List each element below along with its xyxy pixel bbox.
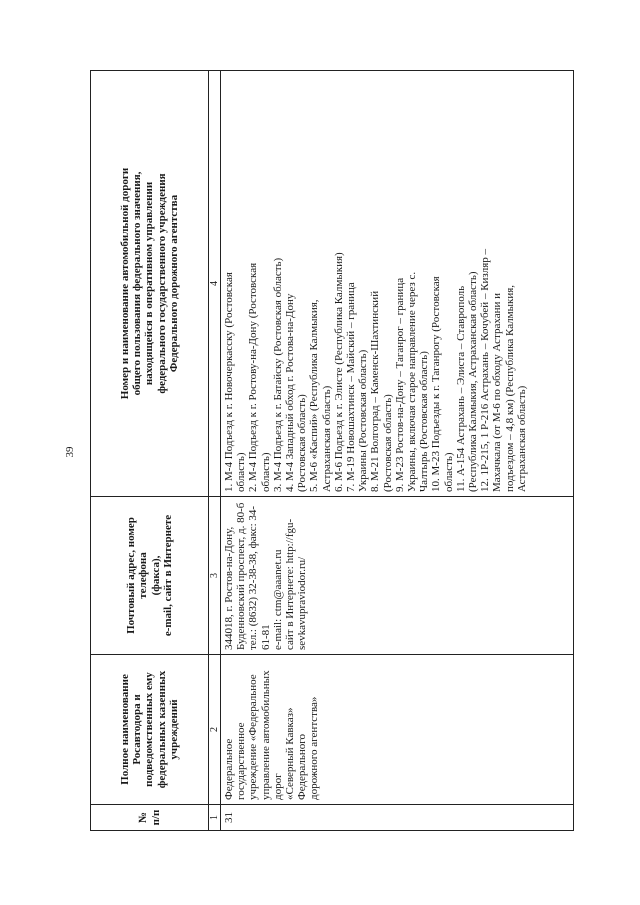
table-row: [221, 71, 574, 831]
road-item: 5. М-6 «Каспий» (Республика Калмыкия, Астраханская область): [308, 299, 333, 492]
agency-name: Федеральное государственное учреждение «Федеральное управление автомобильных дорог «Северный Кавказ» Федерального дорожного агентства»: [221, 655, 574, 805]
road-item: 8. М-21 Волгоград – Каменск-Шахтинский (Ростовская область): [369, 290, 394, 492]
column-index: 3: [209, 497, 221, 655]
road-item: 1. М-4 Подъезд к г. Новочеркасску (Ростовская область): [223, 272, 248, 492]
agency-address: 344018, г. Ростов-на-Дону, Буденновский проспект, д. 80-б тел.: (8632) 32-38-38, факс: 34-61-81 e-mail: ctm@aaanet.ru сайт в Интернете: http://fgu- sevkavupraviodor.ru/: [221, 497, 574, 655]
road-list-cell: [221, 71, 574, 497]
header-name: Полное наименование Росавтодора и подведомственных ему федеральных казенных учреждений: [91, 655, 209, 805]
road-item: 11. А-154 Астрахань – Элиста – Ставрополь (Республика Калмыкия, Астраханская область): [454, 271, 480, 492]
column-index: 4: [209, 71, 221, 497]
row-number: 31: [221, 805, 574, 831]
road-item: 7. М-19 Новошахтинск – Майский – граница Украины (Ростовская область): [345, 282, 370, 492]
column-index: 1: [209, 805, 221, 831]
road-item: 10. М-23 Подъезды к г. Таганрогу (Ростовская область): [430, 276, 455, 492]
rotated-table-container: [90, 71, 574, 831]
page-number: 39: [64, 446, 76, 458]
road-item: 9. М-23 Ростов-на-Дону – Таганрог – граница Украины, включая старое направление через с. Чалтырь (Ростовская область): [393, 271, 431, 492]
road-item: 4. М-4 Западный обход г. Ростова-на-Дону (Ростовская область): [284, 293, 309, 492]
road-list: [223, 75, 528, 492]
header-address: Почтовый адрес, номер телефона (факса), e-mail, сайт в Интернете: [91, 497, 209, 655]
road-item: 3. М-4 Подъезд к г. Батайску (Ростовская область): [271, 257, 284, 492]
agency-table: [90, 70, 574, 831]
road-item: 12. 1Р-215, 1 Р-216 Астрахань – Кочубей – Кизляр – Махачкала (от М-6 по обходу Астрахани и подъездом – 4,8 км) (Республика Калмыкия, Астраханская область): [479, 248, 528, 492]
column-index-row: [209, 71, 221, 831]
header-number: № п/п: [91, 805, 209, 831]
header-roads: Номер и наименование автомобильной дороги общего пользования федерального значения, находящейся в оперативном управлении федерального государственного учреждения Федерального дорожного агентства: [91, 71, 209, 497]
column-index: 2: [209, 655, 221, 805]
road-item: 6. М-6 Подъезд к г. Элисте (Республика Калмыкия): [332, 252, 345, 492]
road-item: 2. М-4 Подъезд к г. Ростову-на-Дону (Ростовская область): [247, 262, 272, 492]
table-header-row: [91, 71, 209, 831]
